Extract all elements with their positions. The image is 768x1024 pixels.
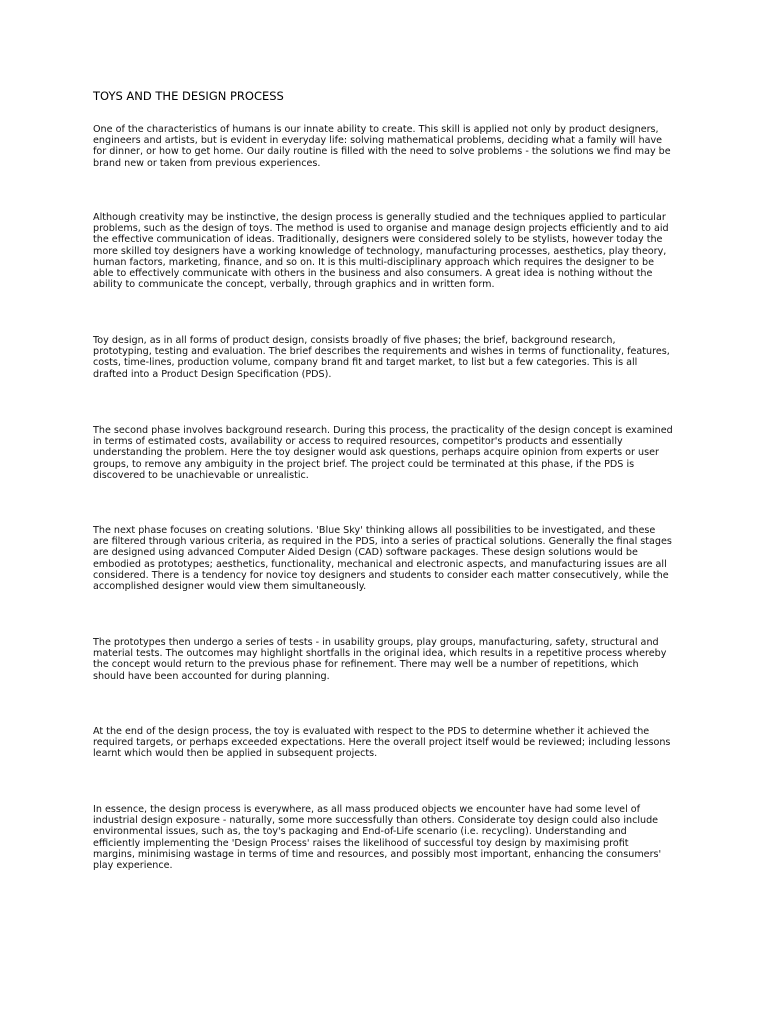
document-title: TOYS AND THE DESIGN PROCESS <box>93 89 284 103</box>
paragraph-creating-solutions: The next phase focuses on creating solutions. 'Blue Sky' thinking allows all possibilities to be investigated, and these are filtered through various criteria, as required in the PDS, into a series of practical solutions. Generally the final stages are designed using advanced Computer Aided Design (CAD) software packages. These design solutions would be embodied as prototypes; aesthetics, functionality, mechanical and electronic aspects, and manufacturing issues are all considered. There is a tendency for novice toy designers and students to consider each matter consecutively, while the accomplished designer would view them simultaneously. <box>93 525 672 593</box>
paragraph-prototype-testing: The prototypes then undergo a series of tests - in usability groups, play groups, manufacturing, safety, structural and material tests. The outcomes may highlight shortfalls in the original idea, which results in a repetitive process whereby the concept would return to the previous phase for refinement. There may well be a number of repetitions, which should have been accounted for during planning. <box>93 637 667 682</box>
paragraph-creativity: One of the characteristics of humans is our innate ability to create. This skill is applied not only by product designers, engineers and artists, but is evident in everyday life: solving mathematical problems, deciding what a family will have for dinner, or how to get home. Our daily routine is filled with the need to solve problems - the solutions we find may be brand new or taken from previous experiences. <box>93 124 671 169</box>
paragraph-background-research: The second phase involves background research. During this process, the practicality of the design concept is examined in terms of estimated costs, availability or access to required resources, competitor's products and essentially understanding the problem. Here the toy designer would ask questions, perhaps acquire opinion from experts or user groups, to remove any ambiguity in the project brief. The project could be terminated at this phase, if the PDS is discovered to be unachievable or unrealistic. <box>93 425 673 481</box>
paragraph-five-phases: Toy design, as in all forms of product design, consists broadly of five phases; the brief, background research, prototyping, testing and evaluation. The brief describes the requirements and wishes in terms of functionality, features, costs, time-lines, production volume, company brand fit and target market, to list but a few categories. This is all drafted into a Product Design Specification (PDS). <box>93 335 670 380</box>
paragraph-evaluation: At the end of the design process, the toy is evaluated with respect to the PDS to determine whether it achieved the required targets, or perhaps exceeded expectations. Here the overall project itself would be reviewed; including lessons learnt which would then be applied in subsequent projects. <box>93 726 671 760</box>
paragraph-conclusion: In essence, the design process is everywhere, as all mass produced objects we encounter have had some level of industrial design exposure - naturally, some more successfully than others. Considerate toy design could also include environmental issues, such as, the toy's packaging and End-of-Life scenario (i.e. recycling). Understanding and efficiently implementing the 'Design Process' raises the likelihood of successful toy design by maximising profit margins, minimising wastage in terms of time and resources, and possibly most important, enhancing the consumers' play experience. <box>93 804 662 872</box>
paragraph-design-process: Although creativity may be instinctive, the design process is generally studied and the techniques applied to particular problems, such as the design of toys. The method is used to organise and manage design projects efficiently and to aid the effective communication of ideas. Traditionally, designers were considered solely to be stylists, however today the more skilled toy designers have a working knowledge of technology, manufacturing processes, aesthetics, play theory, human factors, marketing, finance, and so on. It is this multi-disciplinary approach which requires the designer to be able to effectively communicate with others in the business and also consumers. A great idea is nothing without the ability to communicate the concept, verbally, through graphics and in written form. <box>93 212 669 291</box>
